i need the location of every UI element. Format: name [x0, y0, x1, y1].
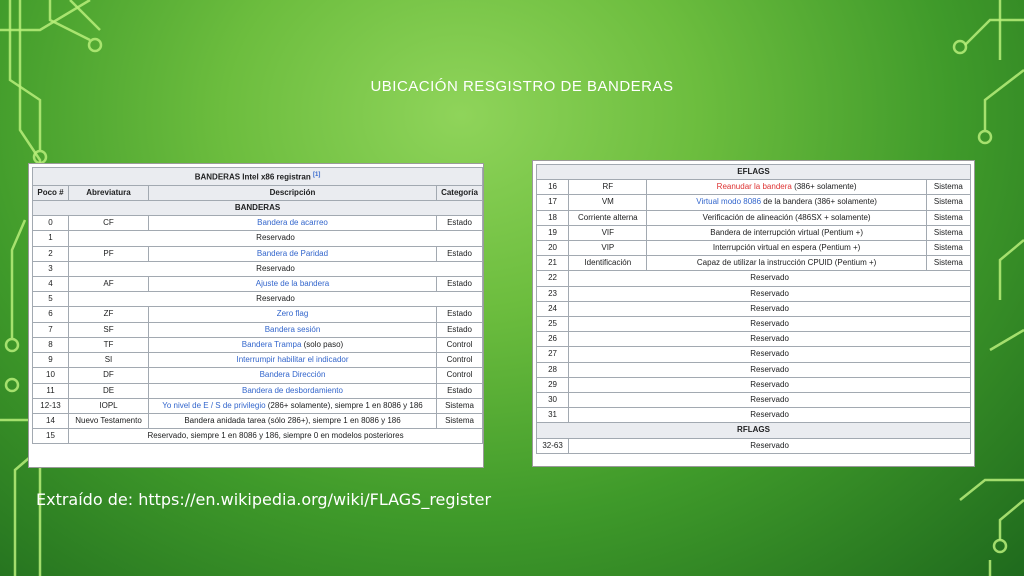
bit-cell: 0: [33, 216, 69, 231]
bit-cell: 7: [33, 322, 69, 337]
description-link: Bandera anidada tarea (sólo 286+), siempre 1 en 8086 y 186: [184, 415, 401, 425]
description-cell: [149, 216, 437, 231]
table-row: [33, 277, 483, 292]
abbreviation-cell: VIP: [569, 241, 647, 256]
description-cell: [149, 413, 437, 428]
bit-cell: 11: [33, 383, 69, 398]
bit-cell: 5: [33, 292, 69, 307]
description-cell: Reservado: [569, 362, 971, 377]
left-flags-table: [32, 167, 483, 444]
description-cell: Reservado, siempre 1 en 8086 y 186, siempre 0 en modelos posteriores: [69, 429, 483, 444]
category-cell: Sistema: [926, 180, 970, 195]
description-cell: [149, 398, 437, 413]
category-cell: Sistema: [926, 256, 970, 271]
table-row: [33, 353, 483, 368]
category-cell: Sistema: [926, 210, 970, 225]
left-flags-table-screenshot: [28, 163, 484, 468]
table-row: [33, 368, 483, 383]
column-header-abbreviation: Abreviatura: [69, 185, 149, 200]
table-row: [537, 271, 971, 286]
table-row: [33, 413, 483, 428]
description-link[interactable]: Bandera de Paridad: [256, 248, 329, 258]
bit-cell: 2: [33, 246, 69, 261]
description-link[interactable]: Bandera de acarreo: [257, 218, 328, 228]
reference-link[interactable]: [1]: [312, 172, 321, 178]
abbreviation-cell: PF: [69, 246, 149, 261]
description-cell: Reservado: [69, 292, 483, 307]
description-link: Verificación de alineación (486SX + solamente): [702, 212, 871, 222]
category-cell: Sistema: [437, 413, 483, 428]
description-cell: Reservado: [569, 377, 971, 392]
bit-cell: 25: [537, 317, 569, 332]
category-cell: Estado: [437, 246, 483, 261]
table-row: [537, 256, 971, 271]
table-row: [537, 408, 971, 423]
bit-cell: 6: [33, 307, 69, 322]
table-row: [33, 307, 483, 322]
description-cell: [149, 307, 437, 322]
table-row: [537, 362, 971, 377]
bit-cell: 30: [537, 393, 569, 408]
bit-cell: 24: [537, 301, 569, 316]
bit-cell: 19: [537, 225, 569, 240]
category-cell: Control: [437, 368, 483, 383]
bit-cell: 8: [33, 337, 69, 352]
table-row: [537, 317, 971, 332]
table-row: [33, 429, 483, 444]
abbreviation-cell: IOPL: [69, 398, 149, 413]
abbreviation-cell: RF: [569, 180, 647, 195]
bit-cell: 31: [537, 408, 569, 423]
abbreviation-cell: Corriente alterna: [569, 210, 647, 225]
table-row: [537, 301, 971, 316]
table-row: [537, 393, 971, 408]
category-cell: Estado: [437, 216, 483, 231]
category-cell: Sistema: [926, 225, 970, 240]
bit-cell: 32-63: [537, 438, 569, 453]
bit-cell: 21: [537, 256, 569, 271]
description-suffix: (286+ solamente), siempre 1 en 8086 y 186: [265, 400, 423, 410]
description-link[interactable]: Yo nivel de E / S de privilegio: [162, 400, 266, 410]
description-cell: [149, 368, 437, 383]
category-cell: Estado: [437, 383, 483, 398]
table-row: [537, 195, 971, 210]
bit-cell: 14: [33, 413, 69, 428]
abbreviation-cell: ZF: [69, 307, 149, 322]
bit-cell: 17: [537, 195, 569, 210]
table-row: [33, 231, 483, 246]
description-cell: [647, 195, 926, 210]
category-cell: Control: [437, 353, 483, 368]
description-link: Bandera de interrupción virtual (Pentium +): [710, 227, 863, 237]
description-cell: Reservado: [69, 231, 483, 246]
table-row: [33, 322, 483, 337]
bit-cell: 12-13: [33, 398, 69, 413]
table-row: [33, 383, 483, 398]
section-header-eflags: EFLAGS: [537, 165, 971, 180]
table-row: [537, 241, 971, 256]
category-cell: Sistema: [437, 398, 483, 413]
slide-title: UBICACIÓN RESGISTRO DE BANDERAS: [370, 78, 674, 95]
section-header-rflags: RFLAGS: [537, 423, 971, 438]
column-header-description: Descripción: [149, 185, 437, 200]
table-row: [537, 347, 971, 362]
abbreviation-cell: VIF: [569, 225, 647, 240]
description-cell: [149, 353, 437, 368]
table-row: [537, 377, 971, 392]
bit-cell: 18: [537, 210, 569, 225]
table-caption: [33, 168, 483, 186]
bit-cell: 9: [33, 353, 69, 368]
description-cell: Reservado: [569, 347, 971, 362]
bit-cell: 27: [537, 347, 569, 362]
description-cell: [647, 225, 926, 240]
description-link[interactable]: Bandera Trampa: [241, 339, 302, 349]
category-cell: Estado: [437, 322, 483, 337]
table-row: [33, 337, 483, 352]
category-cell: Sistema: [926, 195, 970, 210]
bit-cell: 3: [33, 261, 69, 276]
abbreviation-cell: TF: [69, 337, 149, 352]
description-cell: Reservado: [569, 317, 971, 332]
description-cell: Reservado: [569, 301, 971, 316]
abbreviation-cell: DE: [69, 383, 149, 398]
table-caption-text: BANDERAS Intel x86 registran: [194, 172, 311, 182]
description-link[interactable]: Bandera sesión: [264, 324, 321, 334]
right-flags-table-screenshot: [532, 160, 975, 467]
abbreviation-cell: AF: [69, 277, 149, 292]
description-cell: [647, 180, 926, 195]
category-cell: Sistema: [926, 241, 970, 256]
source-caption: Extraído de: https://en.wikipedia.org/wiki/FLAGS_register: [36, 490, 492, 509]
bit-cell: 4: [33, 277, 69, 292]
description-cell: [647, 241, 926, 256]
description-cell: Reservado: [569, 271, 971, 286]
description-link[interactable]: Reanudar la bandera: [716, 182, 792, 192]
bit-cell: 28: [537, 362, 569, 377]
description-cell: Reservado: [569, 408, 971, 423]
right-flags-table: [536, 164, 971, 454]
table-row: [537, 225, 971, 240]
bit-cell: 23: [537, 286, 569, 301]
abbreviation-cell: SF: [69, 322, 149, 337]
abbreviation-cell: SI: [69, 353, 149, 368]
description-suffix: de la bandera (386+ solamente): [761, 197, 877, 207]
table-row: [537, 332, 971, 347]
description-suffix: (solo paso): [301, 339, 344, 349]
abbreviation-cell: VM: [569, 195, 647, 210]
abbreviation-cell: DF: [69, 368, 149, 383]
bit-cell: 26: [537, 332, 569, 347]
description-suffix: (386+ solamente): [791, 182, 857, 192]
description-cell: [149, 337, 437, 352]
description-cell: [149, 246, 437, 261]
bit-cell: 10: [33, 368, 69, 383]
table-row: [537, 438, 971, 453]
description-cell: Reservado: [69, 261, 483, 276]
description-cell: [647, 210, 926, 225]
description-link: Interrupción virtual en espera (Pentium +): [712, 243, 861, 253]
abbreviation-cell: CF: [69, 216, 149, 231]
table-row: [537, 210, 971, 225]
description-cell: [149, 277, 437, 292]
table-row: [33, 246, 483, 261]
description-link[interactable]: Virtual modo 8086: [696, 197, 762, 207]
table-row: [33, 261, 483, 276]
column-header-bit: Poco #: [33, 185, 69, 200]
category-cell: Control: [437, 337, 483, 352]
description-link: Capaz de utilizar la instrucción CPUID (Pentium +): [696, 258, 877, 268]
abbreviation-cell: Identificación: [569, 256, 647, 271]
description-cell: [647, 256, 926, 271]
description-cell: Reservado: [569, 438, 971, 453]
description-cell: [149, 322, 437, 337]
category-cell: Estado: [437, 307, 483, 322]
description-cell: [149, 383, 437, 398]
section-header: BANDERAS: [33, 201, 483, 216]
bit-cell: 16: [537, 180, 569, 195]
table-row: [537, 180, 971, 195]
bit-cell: 22: [537, 271, 569, 286]
column-header-category: Categoría: [437, 185, 483, 200]
table-row: [537, 286, 971, 301]
description-link[interactable]: Bandera Dirección: [259, 370, 326, 380]
abbreviation-cell: Nuevo Testamento: [69, 413, 149, 428]
description-cell: Reservado: [569, 332, 971, 347]
description-link[interactable]: Zero flag: [276, 309, 309, 319]
description-link[interactable]: Interrumpir habilitar el indicador: [236, 355, 349, 365]
description-cell: Reservado: [569, 393, 971, 408]
bit-cell: 20: [537, 241, 569, 256]
table-row: [33, 398, 483, 413]
table-row: [33, 216, 483, 231]
bit-cell: 1: [33, 231, 69, 246]
table-row: [33, 292, 483, 307]
category-cell: Estado: [437, 277, 483, 292]
description-cell: Reservado: [569, 286, 971, 301]
description-link[interactable]: Bandera de desbordamiento: [242, 385, 343, 395]
description-link[interactable]: Ajuste de la bandera: [255, 279, 330, 289]
bit-cell: 29: [537, 377, 569, 392]
bit-cell: 15: [33, 429, 69, 444]
